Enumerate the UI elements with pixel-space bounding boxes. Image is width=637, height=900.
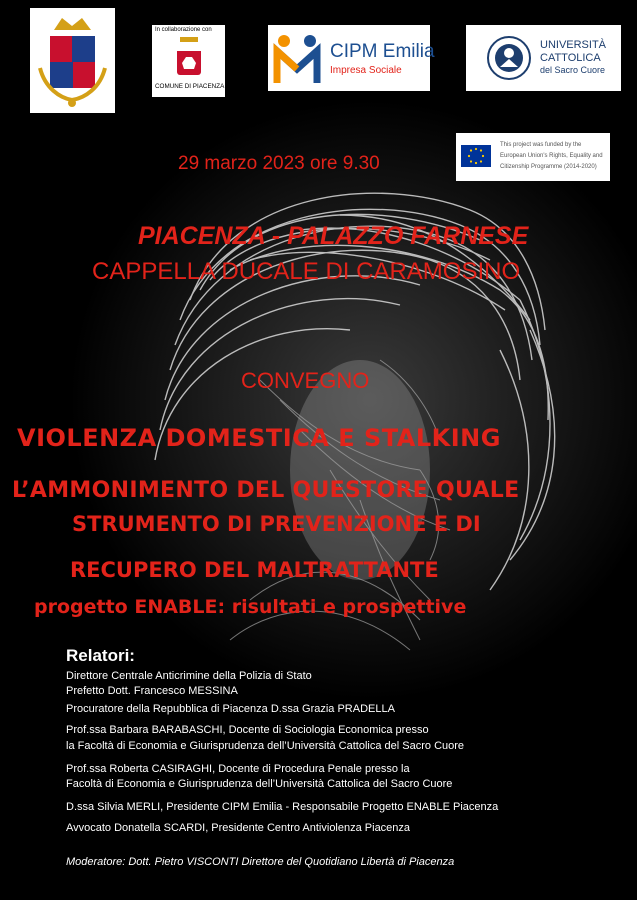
polizia-logo	[30, 8, 115, 113]
speaker-line: la Facoltà di Economia e Giurisprudenza dell’Università Cattolica del Sacro Cuore	[66, 740, 465, 752]
event-place-line2: CAPPELLA DUCALE DI CARAMOSINO	[92, 258, 521, 285]
event-place-line1: PIACENZA - PALAZZO FARNESE	[138, 222, 529, 250]
event-title-line4: RECUPERO DEL MALTRATTANTE	[70, 558, 439, 582]
speaker-line: Facoltà di Economia e Giurisprudenza dell’Università Cattolica del Sacro Cuore	[66, 778, 453, 790]
speaker-line: D.ssa Silvia MERLI, Presidente CIPM Emilia - Responsabile Progetto ENABLE Piacenza	[66, 801, 499, 813]
speaker-line: Direttore Centrale Anticrimine della Polizia di Stato	[66, 670, 312, 682]
moderator-line: Moderatore: Dott. Pietro VISCONTI Direttore del Quotidiano Libertà di Piacenza	[66, 856, 455, 868]
speakers-heading: Relatori:	[66, 646, 135, 665]
ucsc-logo	[466, 25, 621, 91]
eu-line2: European Union's Rights, Equality and	[500, 153, 603, 159]
speaker-line: Procuratore della Repubblica di Piacenza D.ssa Grazia PRADELLA	[66, 703, 395, 715]
ucsc-seal-icon	[486, 35, 532, 81]
speaker-line: Prefetto Dott. Francesco MESSINA	[66, 685, 238, 697]
comune-crest-icon	[174, 37, 204, 79]
event-title-line1: VIOLENZA DOMESTICA E STALKING	[17, 424, 501, 452]
ucsc-line1: UNIVERSITÀ	[540, 39, 607, 51]
event-type: CONVEGNO	[241, 368, 370, 393]
cipm-subtitle: Impresa Sociale	[330, 65, 402, 76]
cipm-name: CIPM Emilia	[330, 41, 435, 62]
event-date: 29 marzo 2023 ore 9.30	[178, 153, 380, 174]
event-subtitle: progetto ENABLE: risultati e prospettive	[34, 596, 467, 618]
speaker-line: Prof.ssa Barbara BARABASCHI, Docente di Sociologia Economica presso	[66, 724, 429, 736]
eu-line1: This project was funded by the	[500, 142, 582, 148]
speaker-line: Avvocato Donatella SCARDI, Presidente Centro Antiviolenza Piacenza	[66, 822, 411, 834]
eu-flag-icon	[461, 145, 491, 167]
cipm-emilia-logo	[268, 25, 435, 91]
cipm-figures-icon	[272, 33, 322, 85]
eu-line3: Citizenship Programme (2014-2020)	[500, 164, 597, 170]
ucsc-line3: del Sacro Cuore	[540, 65, 606, 75]
ucsc-line2: CATTOLICA	[540, 52, 601, 64]
eu-funding-logo	[456, 133, 610, 181]
event-title-line2: L’AMMONIMENTO DEL QUESTORE QUALE	[12, 478, 520, 503]
comune-caption-top: In collaborazione con	[155, 27, 212, 33]
speaker-line: Prof.ssa Roberta CASIRAGHI, Docente di Procedura Penale presso la	[66, 763, 410, 775]
comune-caption-bottom: COMUNE DI PIACENZA	[155, 83, 225, 90]
comune-piacenza-logo	[152, 25, 225, 97]
police-crest-icon	[30, 8, 115, 113]
event-title-line3: STRUMENTO DI PREVENZIONE E DI	[72, 512, 481, 536]
